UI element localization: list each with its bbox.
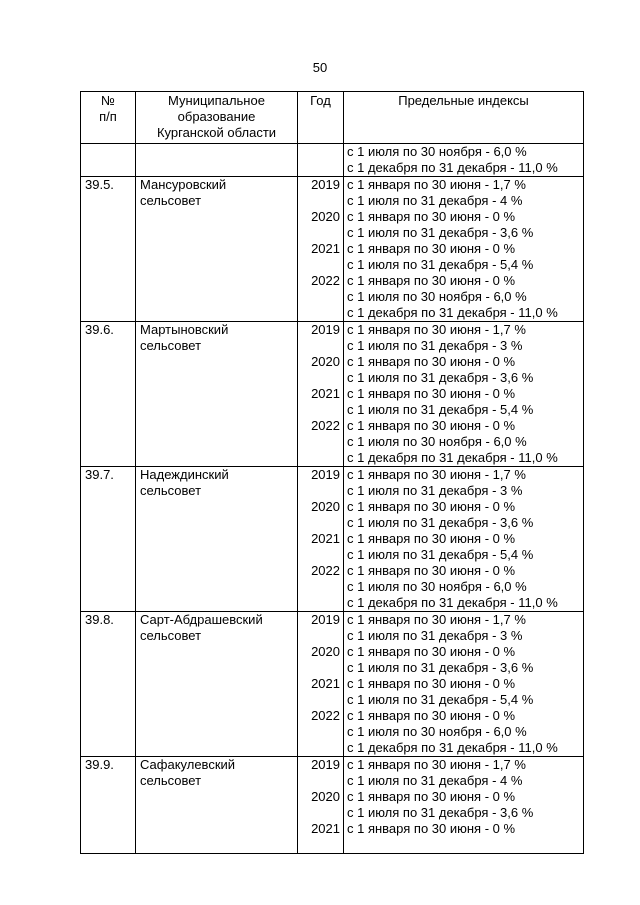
- cell-indices: [344, 757, 584, 854]
- index-line: с 1 января по 30 июня - 0 %: [347, 563, 516, 578]
- table-row: [81, 612, 584, 757]
- cell-years: [298, 612, 344, 757]
- cell-num: 39.8.: [81, 612, 136, 757]
- cell-name: [136, 177, 298, 322]
- cell-indices: [344, 177, 584, 322]
- header-num: [81, 92, 136, 144]
- year-value: 2020: [311, 209, 340, 224]
- cell-num: 39.9.: [81, 757, 136, 854]
- index-line: с 1 июля по 31 декабря - 5,4 %: [347, 402, 534, 417]
- municipality-name-line: Надеждинский: [140, 467, 229, 482]
- year-value: 2020: [311, 644, 340, 659]
- year-value: 2022: [311, 418, 340, 433]
- header-municipality: [136, 92, 298, 144]
- municipality-name-line: сельсовет: [140, 193, 202, 208]
- cell-years: [298, 757, 344, 854]
- municipality-name-line: сельсовет: [140, 338, 202, 353]
- index-line: с 1 июля по 31 декабря - 3 %: [347, 628, 523, 643]
- cell-indices: [344, 322, 584, 467]
- year-value: 2020: [311, 499, 340, 514]
- table-row: [81, 177, 584, 322]
- table-header-row: [81, 92, 584, 144]
- index-line: с 1 января по 30 июня - 0 %: [347, 531, 516, 546]
- header-municipality-line: образование: [177, 109, 256, 124]
- index-line: с 1 июля по 30 ноября - 6,0 %: [347, 724, 527, 739]
- cell-num: 39.6.: [81, 322, 136, 467]
- index-line: с 1 июля по 31 декабря - 5,4 %: [347, 257, 534, 272]
- index-line: с 1 декабря по 31 декабря - 11,0 %: [347, 595, 558, 610]
- header-municipality-line: Курганской области: [156, 125, 277, 140]
- year-value: 2021: [311, 531, 340, 546]
- index-line: с 1 июля по 30 ноября - 6,0 %: [347, 579, 527, 594]
- index-line: с 1 января по 30 июня - 0 %: [347, 241, 516, 256]
- index-line: с 1 июля по 31 декабря - 3 %: [347, 483, 523, 498]
- continuation-row: [81, 144, 584, 177]
- index-line: с 1 июля по 31 декабря - 5,4 %: [347, 547, 534, 562]
- municipality-name-line: Сафакулевский: [140, 757, 236, 772]
- index-line: с 1 декабря по 31 декабря - 11,0 %: [347, 305, 558, 320]
- cell-name: [136, 322, 298, 467]
- year-value: 2020: [311, 789, 340, 804]
- cell-name: [136, 612, 298, 757]
- page-number: 50: [312, 60, 328, 75]
- cell-years: [298, 467, 344, 612]
- index-line: с 1 января по 30 июня - 0 %: [347, 821, 516, 836]
- index-line: с 1 января по 30 июня - 0 %: [347, 386, 516, 401]
- year-value: 2019: [311, 757, 340, 772]
- municipality-name-line: сельсовет: [140, 773, 202, 788]
- year-value: 2019: [311, 467, 340, 482]
- year-value: 2022: [311, 273, 340, 288]
- index-line: с 1 января по 30 июня - 0 %: [347, 789, 516, 804]
- cell-indices: [344, 144, 584, 177]
- index-line: с 1 июля по 31 декабря - 3 %: [347, 338, 523, 353]
- cell-years: [298, 177, 344, 322]
- index-line: с 1 июля по 31 декабря - 3,6 %: [347, 515, 534, 530]
- year-value: 2019: [311, 322, 340, 337]
- tariff-index-table: [80, 91, 584, 854]
- index-line: с 1 января по 30 июня - 1,7 %: [347, 177, 526, 192]
- cell-name: [136, 757, 298, 854]
- index-line: с 1 января по 30 июня - 1,7 %: [347, 467, 526, 482]
- header-num-line: №: [101, 93, 115, 108]
- table-row: [81, 467, 584, 612]
- index-line: с 1 января по 30 июня - 0 %: [347, 354, 516, 369]
- header-indices: Предельные индексы: [344, 92, 584, 144]
- year-value: 2021: [311, 386, 340, 401]
- cell-num: [81, 144, 136, 177]
- index-line: с 1 января по 30 июня - 1,7 %: [347, 757, 526, 772]
- cell-num: 39.7.: [81, 467, 136, 612]
- index-line: с 1 июля по 31 декабря - 5,4 %: [347, 692, 534, 707]
- table-row: [81, 757, 584, 854]
- municipality-name-line: сельсовет: [140, 628, 202, 643]
- index-line: с 1 января по 30 июня - 0 %: [347, 273, 516, 288]
- index-line: с 1 июля по 31 декабря - 3,6 %: [347, 805, 534, 820]
- index-line: с 1 июля по 31 декабря - 3,6 %: [347, 225, 534, 240]
- header-municipality-line: Муниципальное: [168, 93, 265, 108]
- year-value: 2019: [311, 177, 340, 192]
- cell-name: [136, 144, 298, 177]
- header-num-line: п/п: [99, 109, 117, 124]
- municipality-name-line: Сарт-Абдрашевский: [140, 612, 263, 627]
- year-value: 2019: [311, 612, 340, 627]
- index-line: с 1 января по 30 июня - 0 %: [347, 209, 516, 224]
- index-line: с 1 декабря по 31 декабря - 11,0 %: [347, 450, 558, 465]
- table-row: [81, 322, 584, 467]
- municipality-name-line: сельсовет: [140, 483, 202, 498]
- year-value: 2021: [311, 676, 340, 691]
- index-line: с 1 января по 30 июня - 0 %: [347, 418, 516, 433]
- index-line: с 1 января по 30 июня - 1,7 %: [347, 612, 526, 627]
- cell-indices: [344, 467, 584, 612]
- index-line: с 1 января по 30 июня - 0 %: [347, 644, 516, 659]
- index-line: с 1 июля по 31 декабря - 4 %: [347, 773, 523, 788]
- year-value: 2022: [311, 563, 340, 578]
- index-line: с 1 января по 30 июня - 0 %: [347, 708, 516, 723]
- header-year: Год: [298, 92, 344, 144]
- index-line: с 1 декабря по 31 декабря - 11,0 %: [347, 160, 558, 175]
- index-line: с 1 января по 30 июня - 0 %: [347, 676, 516, 691]
- index-line: с 1 июля по 31 декабря - 3,6 %: [347, 660, 534, 675]
- index-line: с 1 июля по 31 декабря - 3,6 %: [347, 370, 534, 385]
- index-line: с 1 декабря по 31 декабря - 11,0 %: [347, 740, 558, 755]
- cell-num: 39.5.: [81, 177, 136, 322]
- index-line: с 1 января по 30 июня - 0 %: [347, 499, 516, 514]
- cell-years: [298, 322, 344, 467]
- year-value: 2020: [311, 354, 340, 369]
- year-value: 2022: [311, 708, 340, 723]
- cell-years: [298, 144, 344, 177]
- municipality-name-line: Мартыновский: [140, 322, 229, 337]
- index-line: с 1 июля по 31 декабря - 4 %: [347, 193, 523, 208]
- index-line: с 1 июля по 30 ноября - 6,0 %: [347, 434, 527, 449]
- cell-name: [136, 467, 298, 612]
- cell-indices: [344, 612, 584, 757]
- year-value: 2021: [311, 241, 340, 256]
- year-value: 2021: [311, 821, 340, 836]
- index-line: с 1 января по 30 июня - 1,7 %: [347, 322, 526, 337]
- index-line: с 1 июля по 30 ноября - 6,0 %: [347, 289, 527, 304]
- index-line: с 1 июля по 30 ноября - 6,0 %: [347, 144, 527, 159]
- municipality-name-line: Мансуровский: [140, 177, 227, 192]
